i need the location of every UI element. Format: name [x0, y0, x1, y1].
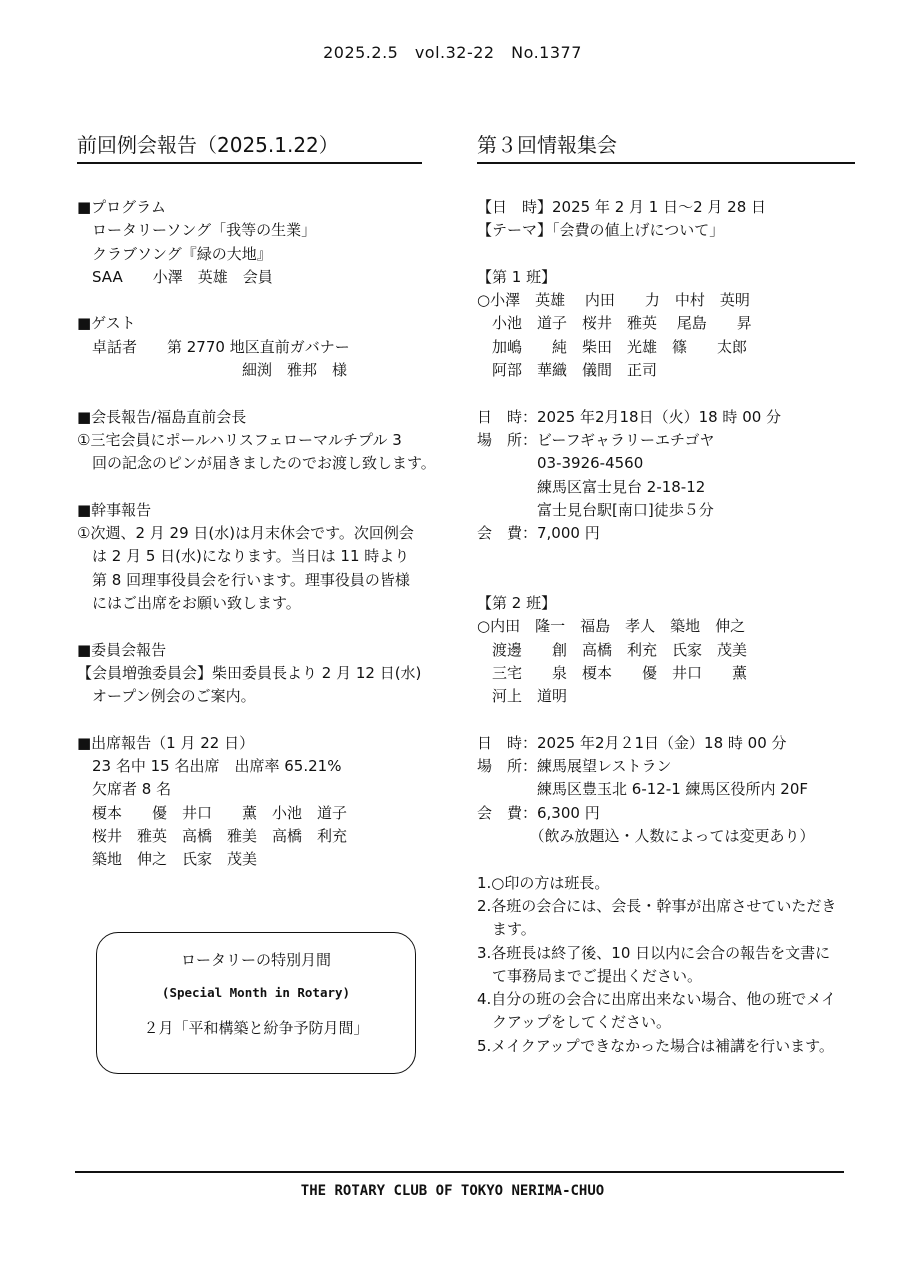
- text-line: 5.メイクアップできなかった場合は補講を行います。: [477, 1036, 834, 1055]
- blank-line: [77, 382, 422, 405]
- text-line: ■ゲスト: [77, 314, 136, 333]
- text-line: 【第 1 班】: [477, 267, 557, 286]
- previous-meeting-body: [77, 196, 436, 872]
- text-line: 欠席者 8 名: [77, 780, 172, 799]
- text-line: クラブソング『緑の大地』: [77, 244, 272, 263]
- text-line: 榎本 優 井口 薫 小池 道子: [77, 803, 348, 822]
- text-line: 練馬区豊玉北 6-12-1 練馬区役所内 20F: [477, 780, 809, 799]
- blank-line: [477, 382, 857, 405]
- text-line: 【第 2 班】: [477, 594, 557, 613]
- text-line: 第 8 回理事役員会を行います。理事役員の皆様: [77, 570, 410, 589]
- text-line: 三宅 泉 榎本 優 井口 薫: [477, 663, 748, 682]
- special-month-box: [96, 932, 416, 1074]
- text-line: 卓話者 第 2770 地区直前ガバナー: [77, 337, 350, 356]
- blank-line: [477, 569, 857, 592]
- text-line: ■プログラム: [77, 198, 167, 216]
- blank-line: [477, 545, 857, 568]
- text-line: ■幹事報告: [77, 500, 152, 519]
- blank-line: [477, 709, 857, 732]
- text-line: 場 所：練馬展望レストラン: [477, 757, 672, 776]
- text-line: 日 時：2025 年2月18日（火）18 時 00 分: [477, 407, 782, 426]
- special-month-subtitle: (Special Month in Rotary): [161, 985, 351, 1000]
- text-line: 会 費：7,000 円: [477, 524, 600, 543]
- blank-line: [77, 289, 422, 312]
- text-line: 小池 道子 桜井 雅英 尾島 昇: [477, 314, 752, 333]
- text-line: 渡邊 創 高橋 利充 氏家 茂美: [477, 640, 748, 659]
- special-month-title: ロータリーの特別月間: [180, 951, 331, 969]
- info-meeting-body: [477, 196, 857, 1058]
- text-line: 練馬区富士見台 2-18-12: [477, 477, 706, 496]
- text-line: 桜井 雅英 高橋 雅美 高橋 利充: [77, 827, 348, 846]
- text-line: 4.自分の班の会合に出席出来ない場合、他の班でメイ: [477, 990, 837, 1009]
- text-line: 03-3926-4560: [477, 454, 644, 473]
- text-line: 3.各班長は終了後、10 日以内に会合の報告を文書に: [477, 943, 831, 962]
- blank-line: [77, 476, 422, 499]
- text-line: 23 名中 15 名出席 出席率 65.21%: [77, 757, 342, 776]
- text-line: 日 時：2025 年2月２1日（金）18 時 00 分: [477, 733, 787, 752]
- blank-line: [477, 243, 857, 266]
- info-meeting-section: [477, 130, 857, 1058]
- text-line: 【日 時】2025 年 2 月 1 日～2 月 28 日: [477, 198, 767, 216]
- footer-divider: [75, 1171, 844, 1173]
- text-line: SAA 小澤 英雄 会員: [77, 267, 273, 286]
- text-line: ○内田 隆一 福島 孝人 築地 伸之: [477, 617, 746, 636]
- text-line: （飲み放題込・人数によっては変更あり）: [477, 827, 815, 846]
- text-line: クアップをしてください。: [477, 1013, 671, 1032]
- text-line: ■委員会報告: [77, 640, 167, 659]
- club-name-footer: THE ROTARY CLUB OF TOKYO NERIMA-CHUO: [300, 1183, 605, 1199]
- info-meeting-title: 第３回情報集会: [477, 130, 855, 164]
- issue-header: 2025.2.5 vol.32-22 No.1377: [323, 43, 582, 62]
- text-line: にはご出席をお願い致します。: [77, 594, 301, 613]
- text-line: 会 費：6,300 円: [477, 803, 600, 822]
- previous-meeting-report: [77, 130, 436, 872]
- text-line: 場 所：ビーフギャラリーエチゴヤ: [477, 430, 715, 449]
- text-line: て事務局までご提出ください。: [477, 966, 703, 985]
- text-line: オープン例会のご案内。: [77, 687, 256, 706]
- text-line: 【会員増強委員会】柴田委員長より 2 月 12 日(水): [77, 663, 422, 682]
- blank-line: [77, 709, 422, 732]
- text-line: ○小澤 英雄 内田 力 中村 英明: [477, 291, 750, 310]
- blank-line: [77, 615, 422, 638]
- text-line: ①三宅会員にポールハリスフェローマルチプル 3: [77, 430, 402, 449]
- text-line: 細渕 雅邦 様: [77, 361, 348, 380]
- text-line: ①次週、2 月 29 日(水)は月末休会です。次回例会: [77, 524, 414, 543]
- text-line: 加嶋 純 柴田 光雄 篠 太郎: [477, 337, 748, 356]
- text-line: は 2 月 5 日(水)になります。当日は 11 時より: [77, 547, 410, 566]
- text-line: ■会長報告/福島直前会長: [77, 407, 247, 426]
- text-line: ます。: [477, 920, 536, 939]
- text-line: 2.各班の会合には、会長・幹事が出席させていただき: [477, 896, 837, 915]
- text-line: 1.○印の方は班長。: [477, 873, 610, 892]
- text-line: 河上 道明: [477, 687, 568, 706]
- special-month-theme: ２月「平和構築と紛争予防月間」: [143, 1019, 369, 1037]
- blank-line: [477, 848, 857, 871]
- text-line: ロータリーソング「我等の生業」: [77, 221, 317, 240]
- text-line: 阿部 華織 儀間 正司: [477, 361, 658, 380]
- text-line: 富士見台駅[南口]徒歩５分: [477, 500, 714, 519]
- text-line: 築地 伸之 氏家 茂美: [77, 850, 258, 869]
- text-line: 【テーマ】「会費の値上げについて」: [477, 221, 725, 240]
- text-line: 回の記念のピンが届きましたのでお渡し致します。: [77, 454, 436, 473]
- previous-meeting-title: 前回例会報告（2025.1.22）: [77, 130, 422, 164]
- text-line: ■出席報告（1 月 22 日）: [77, 733, 255, 752]
